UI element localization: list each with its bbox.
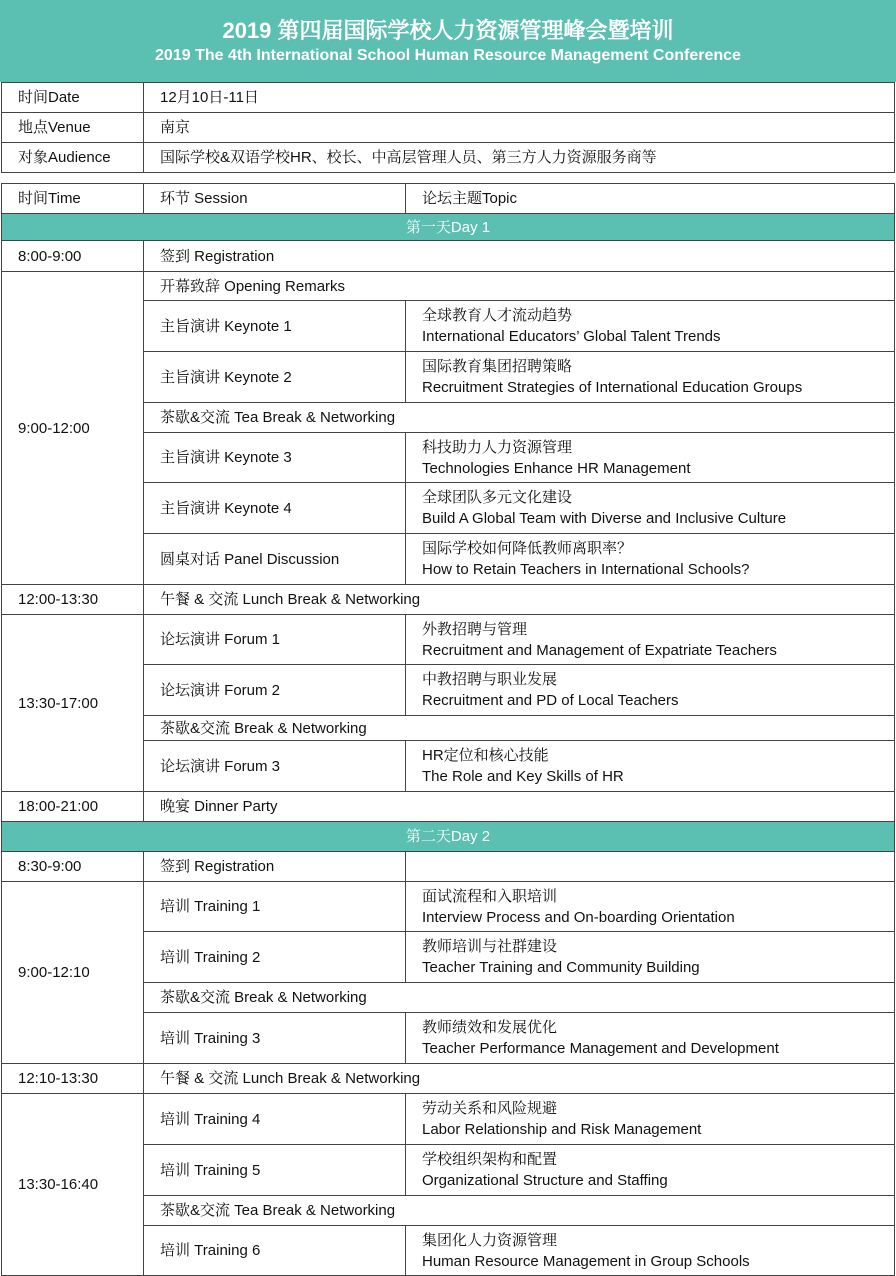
audience-value: 国际学校&双语学校HR、校长、中高层管理人员、第三方人力资源服务商等 — [144, 143, 895, 173]
session-cell: 论坛演讲 Forum 2 — [144, 665, 406, 716]
audience-label: 对象Audience — [2, 143, 144, 173]
session-cell: 午餐 & 交流 Lunch Break & Networking — [144, 1064, 895, 1094]
topic-cell — [406, 534, 895, 585]
table-row — [2, 792, 895, 822]
topic-en: Recruitment Strategies of International Education Groups — [422, 379, 803, 396]
session-cell: 培训 Training 1 — [144, 882, 406, 932]
topic-zh: HR定位和核心技能 — [422, 747, 549, 764]
session-cell: 主旨演讲 Keynote 1 — [144, 301, 406, 352]
topic-cell — [406, 852, 895, 882]
col-topic: 论坛主题Topic — [406, 184, 895, 214]
time-cell: 9:00-12:10 — [2, 882, 144, 1064]
topic-en: How to Retain Teachers in International Schools? — [422, 561, 750, 578]
session-cell: 培训 Training 6 — [144, 1226, 406, 1276]
topic-cell — [406, 665, 895, 716]
topic-zh: 全球团队多元文化建设 — [422, 489, 573, 506]
schedule-table — [1, 183, 895, 1276]
topic-cell — [406, 1145, 895, 1196]
time-cell: 18:00-21:00 — [2, 792, 144, 822]
topic-cell — [406, 1226, 895, 1276]
topic-en: Interview Process and On-boarding Orientation — [422, 908, 735, 926]
table-row — [2, 585, 895, 615]
table-row — [2, 1094, 895, 1145]
time-cell: 13:30-17:00 — [2, 615, 144, 792]
session-cell: 签到 Registration — [144, 852, 406, 882]
info-row-venue — [2, 113, 895, 143]
session-cell: 开幕致辞 Opening Remarks — [144, 272, 895, 301]
topic-en: Teacher Performance Management and Development — [422, 1040, 779, 1057]
venue-label: 地点Venue — [2, 113, 144, 143]
topic-zh: 国际教育集团招聘策略 — [422, 358, 573, 375]
topic-zh: 教师绩效和发展优化 — [422, 1019, 558, 1036]
session-cell: 晚宴 Dinner Party — [144, 792, 895, 822]
session-cell: 主旨演讲 Keynote 4 — [144, 483, 406, 534]
info-table — [1, 82, 895, 173]
topic-cell — [406, 1013, 895, 1064]
column-header-row — [2, 184, 895, 214]
topic-zh: 学校组织架构和配置 — [422, 1151, 558, 1168]
time-cell: 8:00-9:00 — [2, 241, 144, 272]
table-row — [2, 241, 895, 272]
topic-en: The Role and Key Skills of HR — [422, 768, 624, 785]
topic-zh: 外教招聘与管理 — [422, 620, 528, 638]
info-row-audience — [2, 143, 895, 173]
topic-zh: 面试流程和入职培训 — [422, 887, 558, 905]
topic-en: Labor Relationship and Risk Management — [422, 1121, 702, 1138]
table-row — [2, 852, 895, 882]
session-cell: 签到 Registration — [144, 241, 895, 272]
topic-zh: 全球教育人才流动趋势 — [422, 307, 573, 324]
day2-heading: 第二天Day 2 — [2, 822, 895, 852]
topic-cell — [406, 433, 895, 483]
topic-zh: 国际学校如何降低教师离职率？ — [422, 540, 633, 557]
session-cell: 茶歇&交流 Break & Networking — [144, 983, 895, 1013]
topic-zh: 劳动关系和风险规避 — [422, 1100, 558, 1117]
table-row — [2, 882, 895, 932]
col-session: 环节 Session — [144, 184, 406, 214]
time-cell: 8:30-9:00 — [2, 852, 144, 882]
time-cell: 12:00-13:30 — [2, 585, 144, 615]
topic-cell — [406, 483, 895, 534]
table-row — [2, 272, 895, 301]
topic-cell — [406, 932, 895, 983]
session-cell: 主旨演讲 Keynote 3 — [144, 433, 406, 483]
session-cell: 培训 Training 3 — [144, 1013, 406, 1064]
venue-value: 南京 — [144, 113, 895, 143]
session-cell: 培训 Training 2 — [144, 932, 406, 983]
day2-heading-row — [2, 822, 895, 852]
day1-heading-row — [2, 214, 895, 241]
topic-zh: 集团化人力资源管理 — [422, 1231, 558, 1249]
session-cell: 茶歇&交流 Tea Break & Networking — [144, 1196, 895, 1226]
topic-cell — [406, 882, 895, 932]
session-cell: 培训 Training 5 — [144, 1145, 406, 1196]
session-cell: 圆桌对话 Panel Discussion — [144, 534, 406, 585]
session-cell: 培训 Training 4 — [144, 1094, 406, 1145]
topic-cell — [406, 301, 895, 352]
info-row-date — [2, 83, 895, 113]
header-banner — [0, 0, 896, 82]
topic-zh: 中教招聘与职业发展 — [422, 671, 558, 688]
topic-en: Recruitment and Management of Expatriate Teachers — [422, 641, 777, 659]
table-row — [2, 1064, 895, 1094]
session-cell: 午餐 & 交流 Lunch Break & Networking — [144, 585, 895, 615]
session-cell: 论坛演讲 Forum 3 — [144, 741, 406, 792]
topic-en: Recruitment and PD of Local Teachers — [422, 692, 679, 709]
day1-heading: 第一天Day 1 — [2, 214, 895, 241]
topic-cell — [406, 1094, 895, 1145]
topic-en: Build A Global Team with Diverse and Inclusive Culture — [422, 510, 787, 527]
time-cell: 13:30-16:40 — [2, 1094, 144, 1276]
topic-zh: 教师培训与社群建设 — [422, 938, 558, 955]
topic-cell — [406, 615, 895, 665]
topic-en: Organizational Structure and Staffing — [422, 1172, 668, 1189]
topic-en: Human Resource Management in Group Schools — [422, 1252, 750, 1270]
session-cell: 论坛演讲 Forum 1 — [144, 615, 406, 665]
title-zh: 2019 第四届国际学校人力资源管理峰会暨培训 — [222, 18, 674, 43]
session-cell: 茶歇&交流 Break & Networking — [144, 716, 895, 741]
topic-en: Teacher Training and Community Building — [422, 959, 700, 976]
col-time: 时间Time — [2, 184, 144, 214]
topic-cell — [406, 741, 895, 792]
topic-en: International Educators’ Global Talent Trends — [422, 328, 721, 345]
session-cell: 主旨演讲 Keynote 2 — [144, 352, 406, 403]
time-cell: 9:00-12:00 — [2, 272, 144, 585]
topic-zh: 科技助力人力资源管理 — [422, 438, 573, 456]
time-cell: 12:10-13:30 — [2, 1064, 144, 1094]
title-en: 2019 The 4th International School Human Resource Management Conference — [155, 47, 741, 64]
date-label: 时间Date — [2, 83, 144, 113]
topic-cell — [406, 352, 895, 403]
topic-en: Technologies Enhance HR Management — [422, 459, 691, 477]
session-cell: 茶歇&交流 Tea Break & Networking — [144, 403, 895, 433]
table-row — [2, 615, 895, 665]
date-value: 12月10日-11日 — [144, 83, 895, 113]
